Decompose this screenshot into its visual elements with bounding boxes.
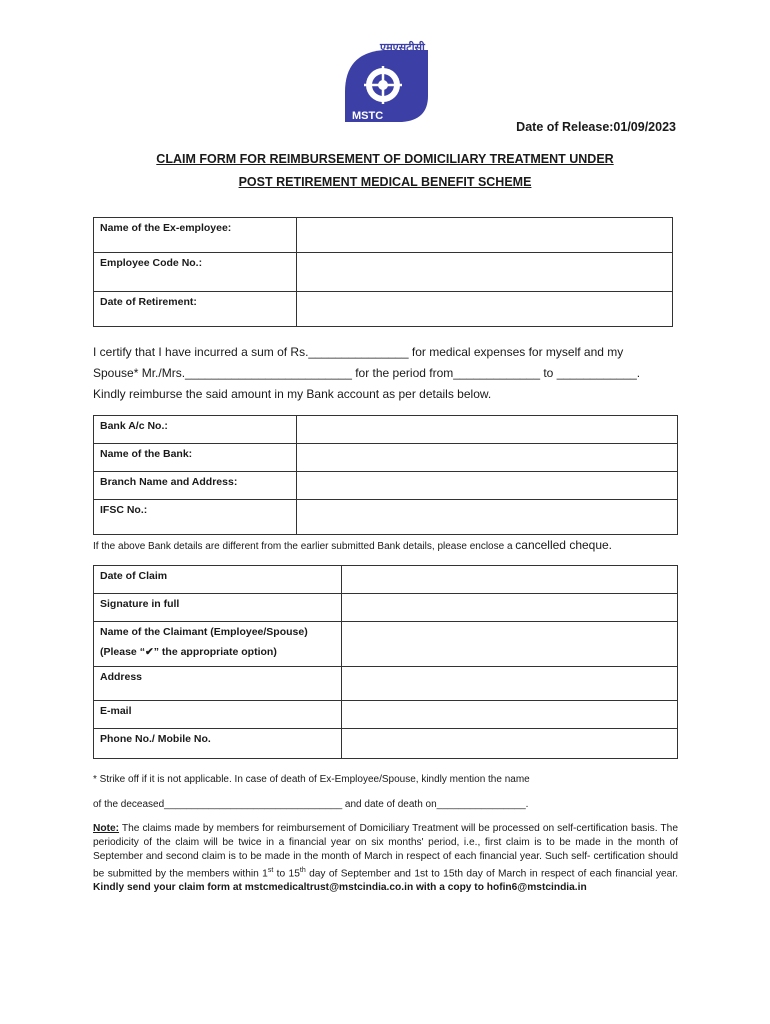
phone-field[interactable] — [342, 729, 678, 759]
email-label: E-mail — [94, 701, 342, 729]
claim-date-field[interactable] — [342, 566, 678, 594]
signature-label: Signature in full — [94, 594, 342, 622]
ifsc-field[interactable] — [297, 500, 678, 535]
note-label: Note: — [93, 823, 120, 834]
claimant-name-field[interactable] — [342, 622, 678, 667]
retirement-date-field[interactable] — [297, 292, 673, 327]
ex-employee-name-field[interactable] — [297, 218, 673, 253]
mstc-logo — [340, 40, 440, 126]
logo-hindi-text: एमएसटीसी — [380, 42, 425, 54]
claimant-name-label: Name of the Claimant (Employee/Spouse) — [100, 626, 308, 638]
processing-note — [93, 822, 678, 895]
note-text-part3: day of September and 1st to 15th day of March in respect of each financial year. — [305, 868, 678, 880]
bank-name-field[interactable] — [297, 444, 678, 472]
bank-account-field[interactable] — [297, 416, 678, 444]
bank-details-table — [93, 415, 678, 535]
employee-code-field[interactable] — [297, 253, 673, 292]
bank-note-text: If the above Bank details are different from the earlier submitted Bank details, please enclose a — [93, 541, 516, 552]
deceased-footnote: of the deceased________________________________ and date of death on________________. — [93, 799, 529, 810]
claim-details-table — [93, 565, 678, 759]
bank-name-label: Name of the Bank: — [94, 444, 297, 472]
note-text-part1: The claims made by members for reimbursement of Domiciliary Treatment will be processed on self-certification basis. The periodicity of the claim will be twice in a financial year on six months' period, i.e., first claim is to be made in the month of September and second claim is to be made in the month of March in respect of each financial year. Such self- certification should be submitted by the members within 1 — [93, 823, 678, 880]
phone-label: Phone No./ Mobile No. — [94, 729, 342, 759]
certify-line3: Kindly reimburse the said amount in my Bank account as per details below. — [93, 387, 492, 401]
address-label: Address — [94, 667, 342, 701]
certification-paragraph — [93, 342, 678, 405]
certify-line2: Spouse* Mr./Mrs._________________________ for the period from_____________ to ____________. — [93, 366, 641, 380]
strike-off-footnote: * Strike off if it is not applicable. In case of death of Ex-Employee/Spouse, kindly mention the name — [93, 774, 530, 785]
note-submission-instruction: Kindly send your claim form at mstcmedicaltrust@mstcindia.co.in with a copy to hofin6@mstcindia.in — [93, 882, 587, 894]
claim-date-label: Date of Claim — [94, 566, 342, 594]
note-sup-st: st — [267, 867, 274, 874]
note-sup-th: th — [299, 867, 306, 874]
address-field[interactable] — [342, 667, 678, 701]
employee-code-label: Employee Code No.: — [94, 253, 297, 292]
logo-brand-text: MSTC — [352, 110, 384, 122]
release-date: Date of Release:01/09/2023 — [516, 120, 676, 134]
retirement-date-label: Date of Retirement: — [94, 292, 297, 327]
note-text-part2: to 15 — [273, 868, 300, 880]
branch-address-field[interactable] — [297, 472, 678, 500]
form-title-line2: POST RETIREMENT MEDICAL BENEFIT SCHEME — [238, 175, 532, 189]
bank-account-label: Bank A/c No.: — [94, 416, 297, 444]
ex-employee-name-label: Name of the Ex-employee: — [94, 218, 297, 253]
branch-address-label: Branch Name and Address: — [94, 472, 297, 500]
certify-line1: I certify that I have incurred a sum of Rs._______________ for medical expenses for myself and my — [93, 345, 624, 359]
employee-details-table — [93, 217, 673, 327]
bank-change-note — [93, 538, 612, 552]
claimant-name-cell — [94, 622, 342, 667]
ifsc-label: IFSC No.: — [94, 500, 297, 535]
form-title-line1: CLAIM FORM FOR REIMBURSEMENT OF DOMICILIARY TREATMENT UNDER — [156, 152, 614, 166]
signature-field[interactable] — [342, 594, 678, 622]
bank-note-emphasis: cancelled cheque. — [515, 538, 613, 552]
claimant-option-hint: (Please “✔” the appropriate option) — [100, 646, 277, 658]
email-field[interactable] — [342, 701, 678, 729]
